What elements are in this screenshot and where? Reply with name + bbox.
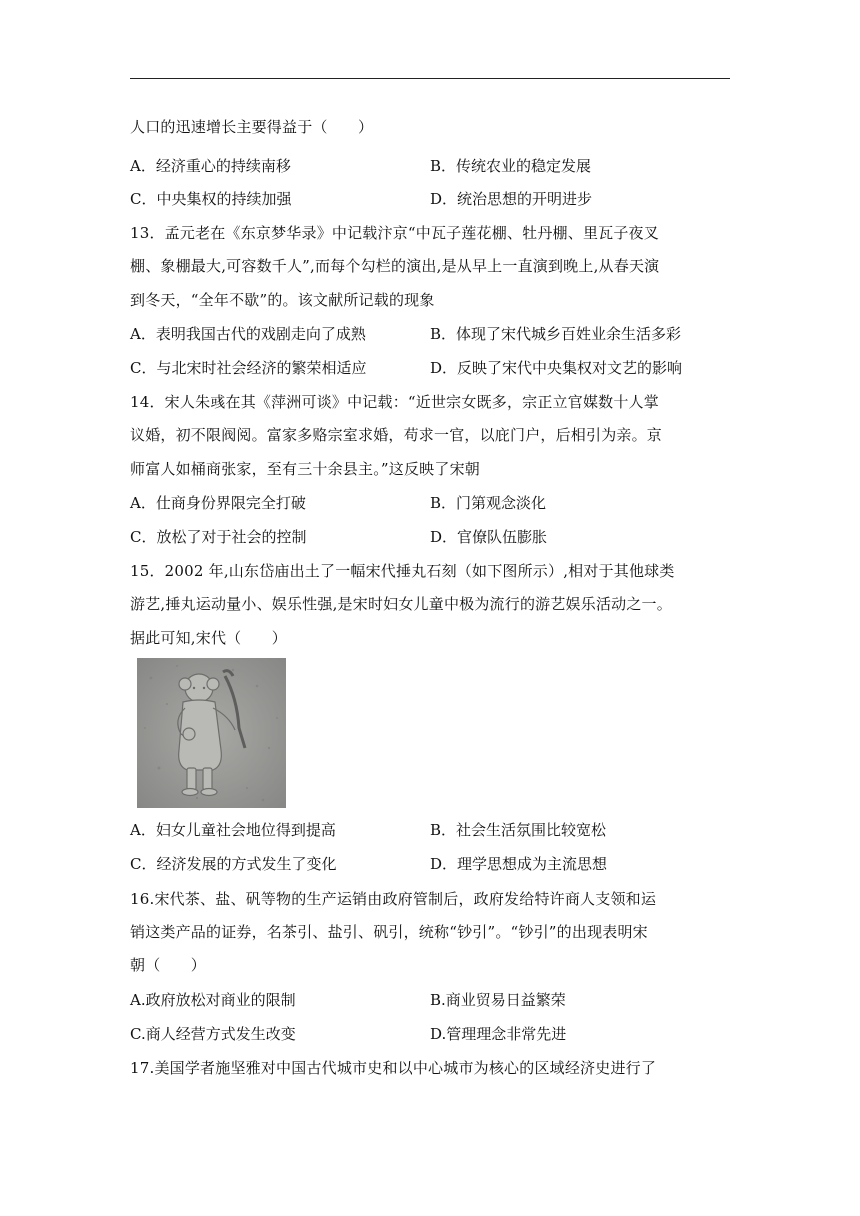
q12-stem-tail: 人口的迅速增长主要得益于（ ） — [130, 118, 374, 136]
header-rule — [130, 78, 730, 79]
q14-option-c: C．放松了对于社会的控制 — [130, 528, 307, 546]
q12-option-b: B．传统农业的稳定发展 — [430, 157, 592, 175]
q16-stem-line-2: 销这类产品的证券，名茶引、盐引、矾引，统称“钞引”。“钞引”的出现表明宋 — [130, 923, 648, 941]
q13-option-d: D．反映了宋代中央集权对文艺的影响 — [430, 359, 683, 377]
q16-option-b: B.商业贸易日益繁荣 — [430, 991, 566, 1009]
q13-stem-line-2: 棚、象棚最大,可容数千人”,而每个勾栏的演出,是从早上一直演到晚上,从春天演 — [130, 257, 660, 275]
q12-option-d: D．统治思想的开明进步 — [430, 190, 593, 208]
q14-stem-line-3: 师富人如桶商张家，至有三十余县主。”这反映了宋朝 — [130, 460, 480, 478]
q16-option-d: D.管理理念非常先进 — [430, 1025, 567, 1043]
q15-option-a: A．妇女儿童社会地位得到提高 — [130, 821, 336, 839]
q12-option-a: A．经济重心的持续南移 — [130, 157, 291, 175]
q15-option-b: B．社会生活氛围比较宽松 — [430, 821, 607, 839]
q13-option-b: B．体现了宋代城乡百姓业余生活多彩 — [430, 325, 682, 343]
q16-stem-line-1: 16.宋代茶、盐、矾等物的生产运销由政府管制后，政府发给特许商人支领和运 — [130, 890, 657, 908]
q17-stem-line-1: 17.美国学者施坚雅对中国古代城市史和以中心城市为核心的区域经济史进行了 — [130, 1059, 657, 1077]
q14-option-a: A．仕商身份界限完全打破 — [130, 494, 306, 512]
q14-option-d: D．官僚队伍膨胀 — [430, 528, 548, 546]
q13-stem-line-3: 到冬天，“全年不歇”的。该文献所记载的现象 — [130, 291, 435, 309]
q13-option-a: A．表明我国古代的戏剧走向了成熟 — [130, 325, 366, 343]
q12-option-c: C．中央集权的持续加强 — [130, 190, 292, 208]
q13-option-c: C．与北宋时社会经济的繁荣相适应 — [130, 359, 367, 377]
q15-option-d: D．理学思想成为主流思想 — [430, 855, 608, 873]
q14-stem-line-1: 14．宋人朱彧在其《萍洲可谈》中记载：“近世宗女既多，宗正立官媒数十人掌 — [130, 393, 659, 411]
q13-stem-line-1: 13．孟元老在《东京梦华录》中记载汴京“中瓦子莲花棚、牡丹棚、里瓦子夜叉 — [130, 224, 659, 242]
q15-stem-line-2: 游艺,捶丸运动量小、娱乐性强,是宋时妇女儿童中极为流行的游艺娱乐活动之一。 — [130, 595, 672, 613]
q15-stem-line-1: 15．2002 年,山东岱庙出土了一幅宋代捶丸石刻（如下图所示）,相对于其他球类 — [130, 562, 675, 580]
q15-option-c: C．经济发展的方式发生了变化 — [130, 855, 337, 873]
stone-carving-image — [137, 658, 286, 808]
q14-option-b: B．门第观念淡化 — [430, 494, 547, 512]
q16-stem-line-3: 朝（ ） — [130, 956, 207, 974]
q15-stem-line-3: 据此可知,宋代（ ） — [130, 629, 287, 647]
q14-stem-line-2: 议婚，初不限阀阅。富家多赂宗室求婚，苟求一官，以庇门户，后相引为亲。京 — [130, 426, 663, 444]
q16-option-a: A.政府放松对商业的限制 — [130, 991, 296, 1009]
q16-option-c: C.商人经营方式发生改变 — [130, 1025, 296, 1043]
